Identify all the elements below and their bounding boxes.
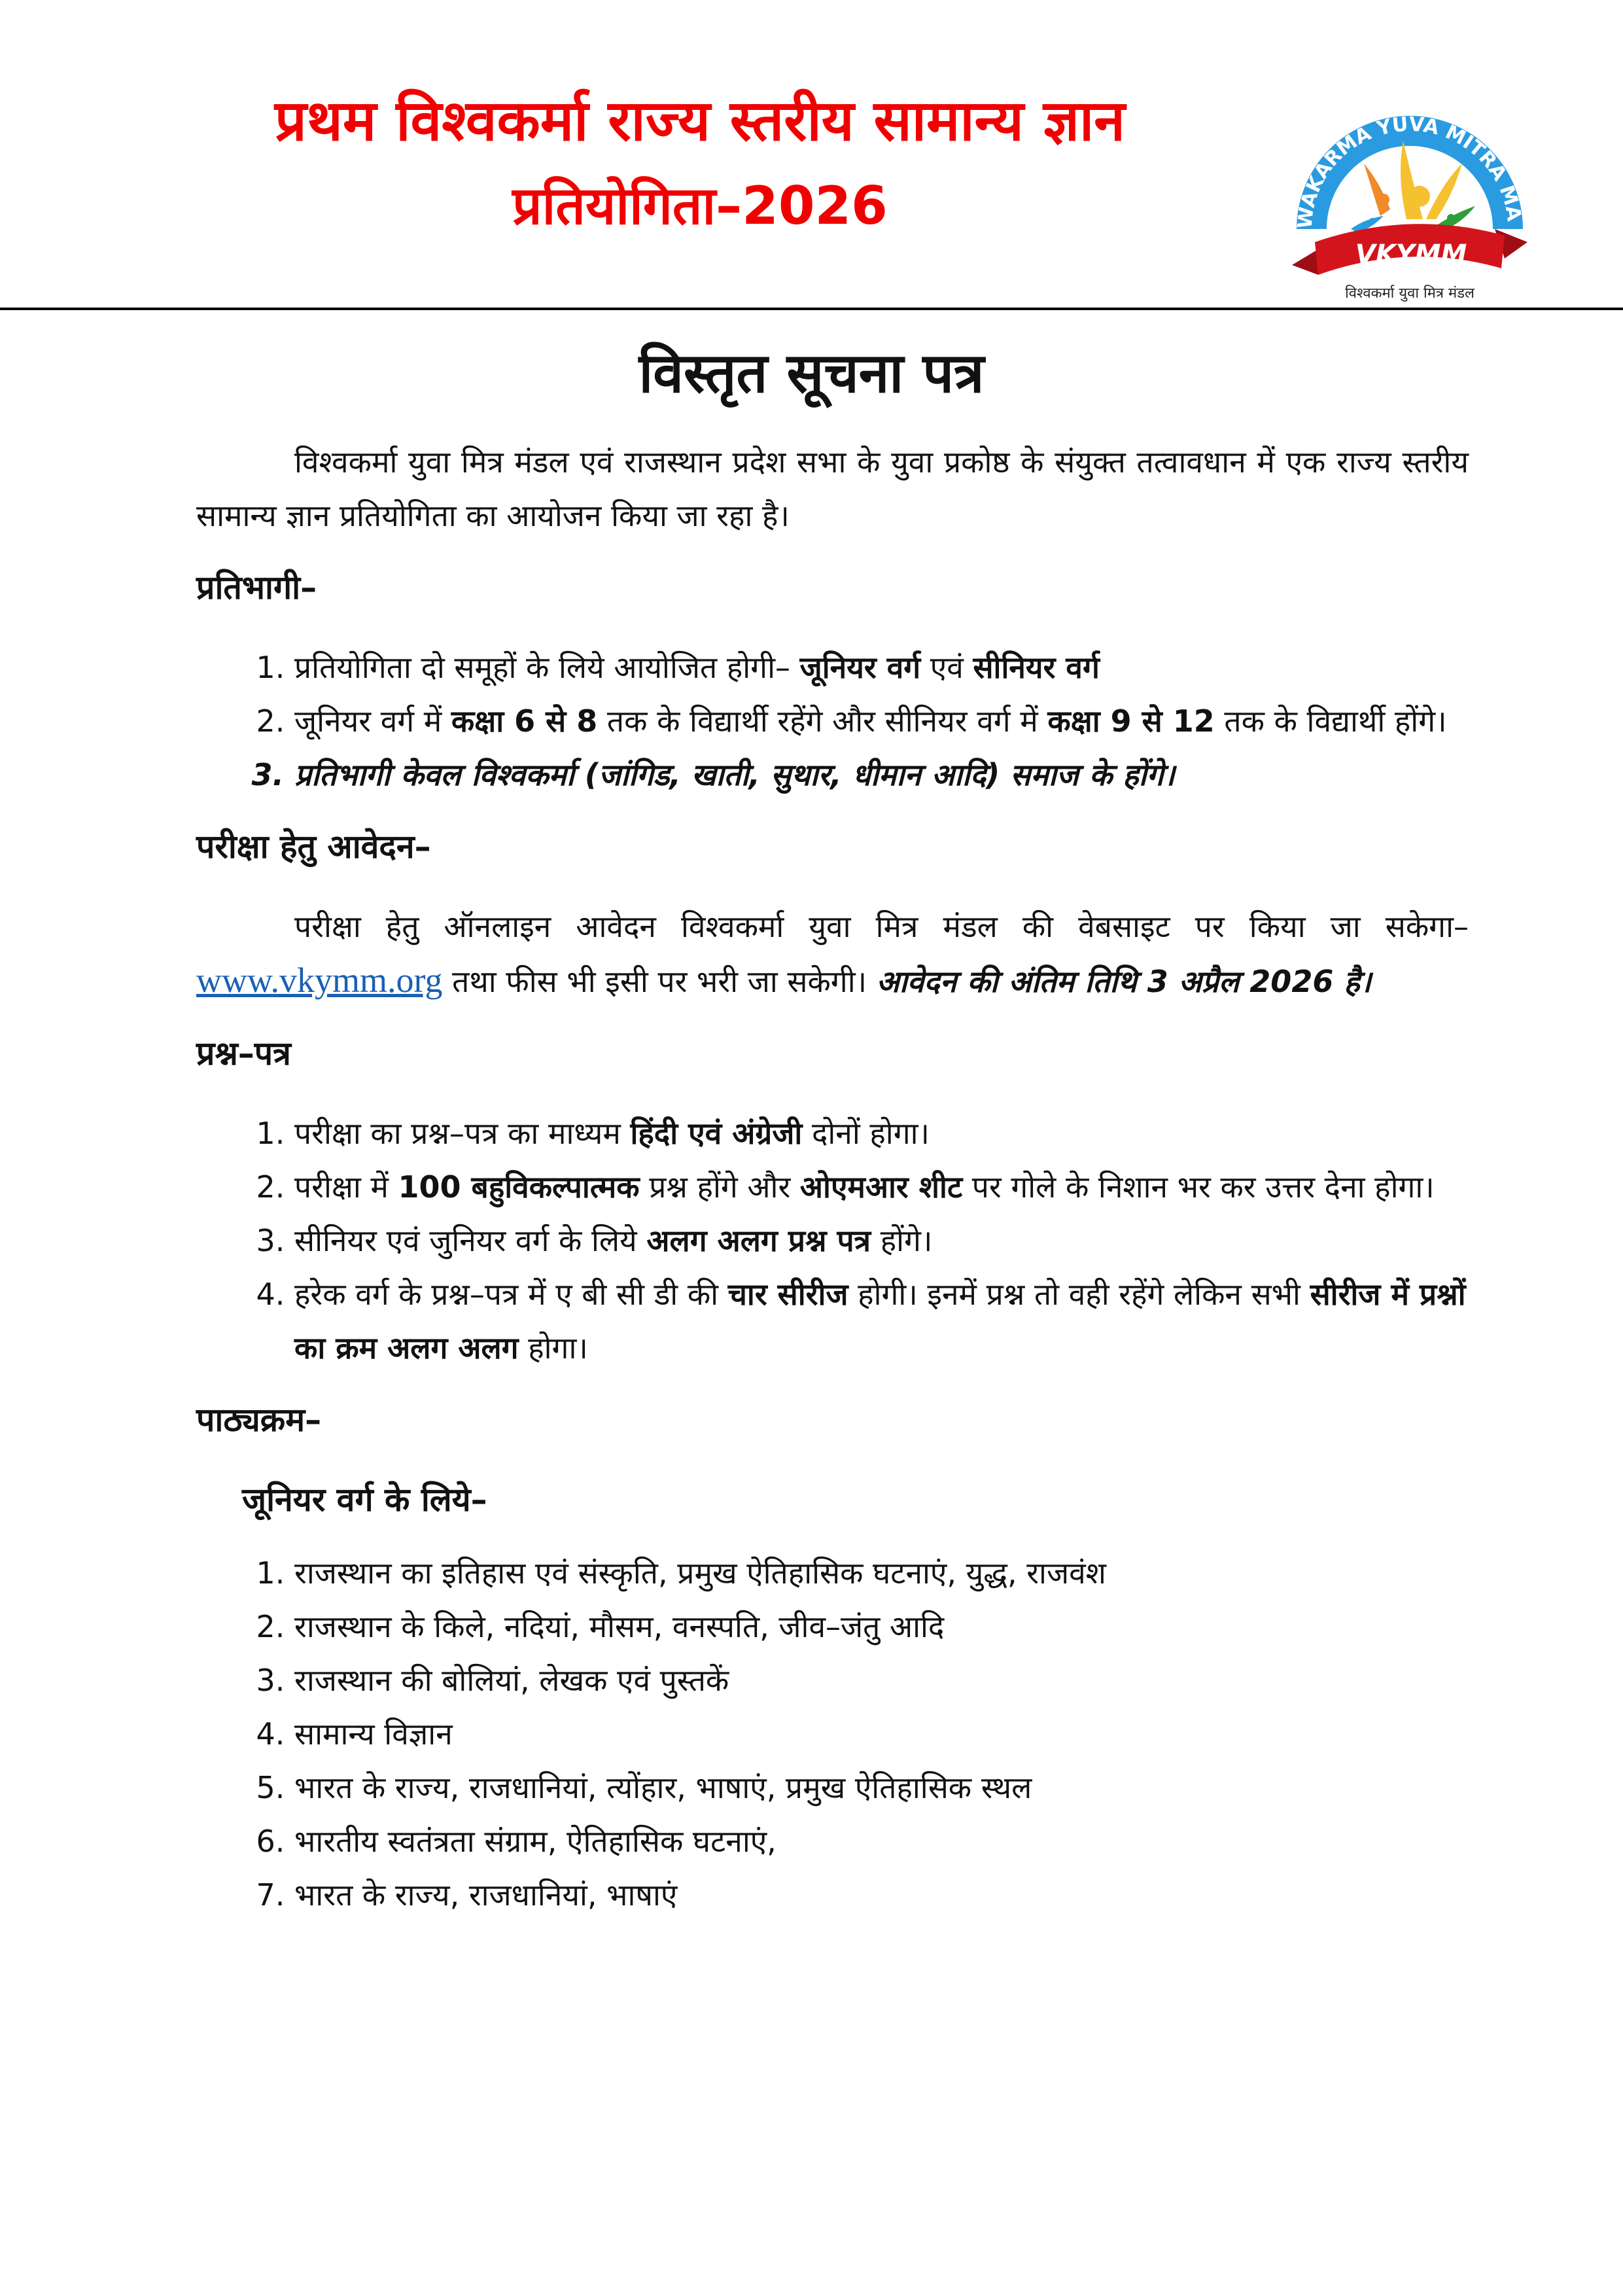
list-item: 5. भारत के राज्य, राजधानियां, त्योंहार, भाषाएं, प्रमुख ऐतिहासिक स्थल — [294, 1761, 1469, 1814]
header-title — [177, 79, 1223, 249]
list-item: 1. परीक्षा का प्रश्न–पत्र का माध्यम हिंदी एवं अंग्रेजी दोनों होगा। — [294, 1106, 1469, 1160]
title-line-1: प्रथम विश्वकर्मा राज्य स्तरीय सामान्य ज्ञान — [274, 88, 1126, 154]
list-item: 2. जूनियर वर्ग में कक्षा 6 से 8 तक के विद्यार्थी रहेंगे और सीनियर वर्ग में कक्षा 9 से 12 तक के विद्यार्थी होंगे। — [294, 694, 1469, 748]
participants-list — [196, 641, 1469, 802]
logo-ribbon-text: VKYMM — [1355, 239, 1467, 270]
list-item: 4. हरेक वर्ग के प्रश्न–पत्र में ए बी सी डी की चार सीरीज होगी। इनमें प्रश्न तो वही रहेंगे लेकिन सभी सीरीज में प्रश्नों का क्रम अलग अलग होगा। — [294, 1267, 1469, 1375]
list-item: 2. राजस्थान के किले, नदियां, मौसम, वनस्पति, जीव–जंतु आदि — [294, 1600, 1469, 1653]
section-heading-syllabus: पाठ्यक्रम– — [196, 1401, 322, 1439]
list-item: 4. सामान्य विज्ञान — [294, 1707, 1469, 1761]
section-heading-application: परीक्षा हेतु आवेदन– — [196, 828, 431, 866]
header-divider — [0, 308, 1623, 310]
document-body — [196, 435, 1469, 1935]
document-title: विस्तृत सूचना पत्र — [638, 341, 985, 405]
list-item: 1. प्रतियोगिता दो समूहों के लिये आयोजित होगी– जूनियर वर्ग एवं सीनियर वर्ग — [294, 641, 1469, 694]
junior-syllabus-list — [196, 1546, 1469, 1922]
list-item: 3. राजस्थान की बोलियां, लेखक एवं पुस्तकें — [294, 1653, 1469, 1707]
intro-paragraph: विश्वकर्मा युवा मित्र मंडल एवं राजस्थान प्रदेश सभा के युवा प्रकोष्ठ के संयुक्त तत्वावधान में एक राज्य स्तरीय सामान्य ज्ञान प्रतियोगिता का आयोजन किया जा रहा है। — [196, 444, 1469, 533]
logo-ring-text: WAKARMA YUVA MITRA MA — [1293, 113, 1526, 230]
logo-emblem-icon — [1266, 79, 1554, 308]
list-item: 2. परीक्षा में 100 बहुविकल्पात्मक प्रश्न होंगे और ओएमआर शीट पर गोले के निशान भर कर उत्तर देना होगा। — [294, 1160, 1469, 1214]
application-paragraph: परीक्षा हेतु ऑनलाइन आवेदन विश्वकर्मा युवा मित्र मंडल की वेबसाइट पर किया जा सकेगा– www.vkymm.org तथा फीस भी इसी पर भरी जा सकेगी। आवेदन की अंतिम तिथि 3 अप्रैल 2026 है। — [196, 909, 1469, 1000]
question-paper-list — [196, 1106, 1469, 1375]
vkymm-logo — [1266, 79, 1554, 308]
list-item: 6. भारतीय स्वतंत्रता संग्राम, ऐतिहासिक घटनाएं, — [294, 1814, 1469, 1868]
section-heading-question-paper: प्रश्न–पत्र — [196, 1034, 291, 1072]
list-item: 7. भारत के राज्य, राजधानियां, भाषाएं — [294, 1868, 1469, 1922]
list-item: 3. प्रतिभागी केवल विश्वकर्मा (जांगिड, खाती, सुथार, धीमान आदि) समाज के होंगे। — [294, 748, 1469, 802]
logo-caption: विश्वकर्मा युवा मित्र मंडल — [1345, 285, 1475, 302]
list-item: 3. सीनियर एवं जुनियर वर्ग के लिये अलग अलग प्रश्न पत्र होंगे। — [294, 1214, 1469, 1267]
deadline-text: आवेदन की अंतिम तिथि 3 अप्रैल 2026 है। — [876, 964, 1372, 999]
website-link[interactable]: www.vkymm.org — [196, 961, 443, 1000]
subheading-junior: जूनियर वर्ग के लिये– — [242, 1481, 487, 1519]
section-heading-participants: प्रतिभागी– — [196, 569, 317, 607]
title-line-2: प्रतियोगिता–2026 — [512, 175, 888, 236]
list-item: 1. राजस्थान का इतिहास एवं संस्कृति, प्रमुख ऐतिहासिक घटनाएं, युद्ध, राजवंश — [294, 1546, 1469, 1600]
